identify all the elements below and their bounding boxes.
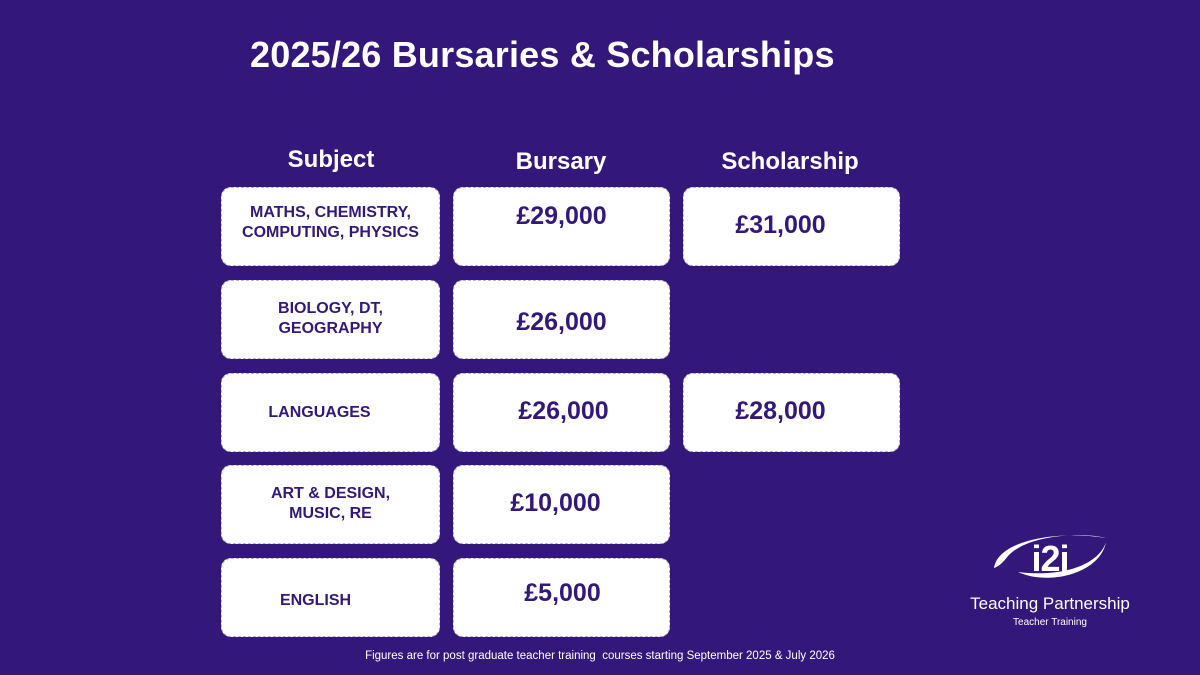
bursary-card-biology: £26,000 [453, 280, 670, 359]
page-title: 2025/26 Bursaries & Scholarships [250, 34, 835, 75]
subject-line: ART & DESIGN, [270, 484, 391, 502]
column-header-subject: Subject [287, 146, 375, 173]
subject-line: MUSIC, RE [289, 504, 372, 522]
subject-line: GEOGRAPHY [278, 319, 383, 337]
subject-line: MATHS, CHEMISTRY, [250, 203, 411, 221]
bursary-card-english: £5,000 [453, 558, 670, 637]
footnote: Figures are for post graduate teacher training courses starting September 2025 & July 2026 [365, 650, 835, 662]
bursary-card-maths: £29,000 [453, 187, 670, 266]
subject-card-biology-dt-geography [221, 280, 440, 359]
logo-tagline: Teacher Training [1013, 617, 1087, 628]
logo-mark-text: i2i [1031, 538, 1069, 579]
bursary-card-art: £10,000 [453, 465, 670, 544]
scholarship-card-maths: £31,000 [683, 187, 900, 266]
subject-line: ENGLISH [279, 591, 352, 609]
subject-card-languages [221, 373, 440, 452]
scholarship-card-languages: £28,000 [683, 373, 900, 452]
logo-name: Teaching Partnership [970, 594, 1130, 613]
column-header-scholarship: Scholarship [721, 148, 859, 175]
subject-line: BIOLOGY, DT, [278, 299, 383, 317]
subject-card-art-music-re [221, 465, 440, 544]
subject-card-maths-chemistry-computing-physics [221, 187, 440, 266]
subject-card-english [221, 558, 440, 637]
column-header-bursary: Bursary [515, 148, 607, 175]
subject-line: COMPUTING, PHYSICS [242, 223, 419, 241]
subject-line: LANGUAGES [268, 403, 371, 421]
i2i-logo [960, 528, 1140, 632]
bursary-card-languages: £26,000 [453, 373, 670, 452]
